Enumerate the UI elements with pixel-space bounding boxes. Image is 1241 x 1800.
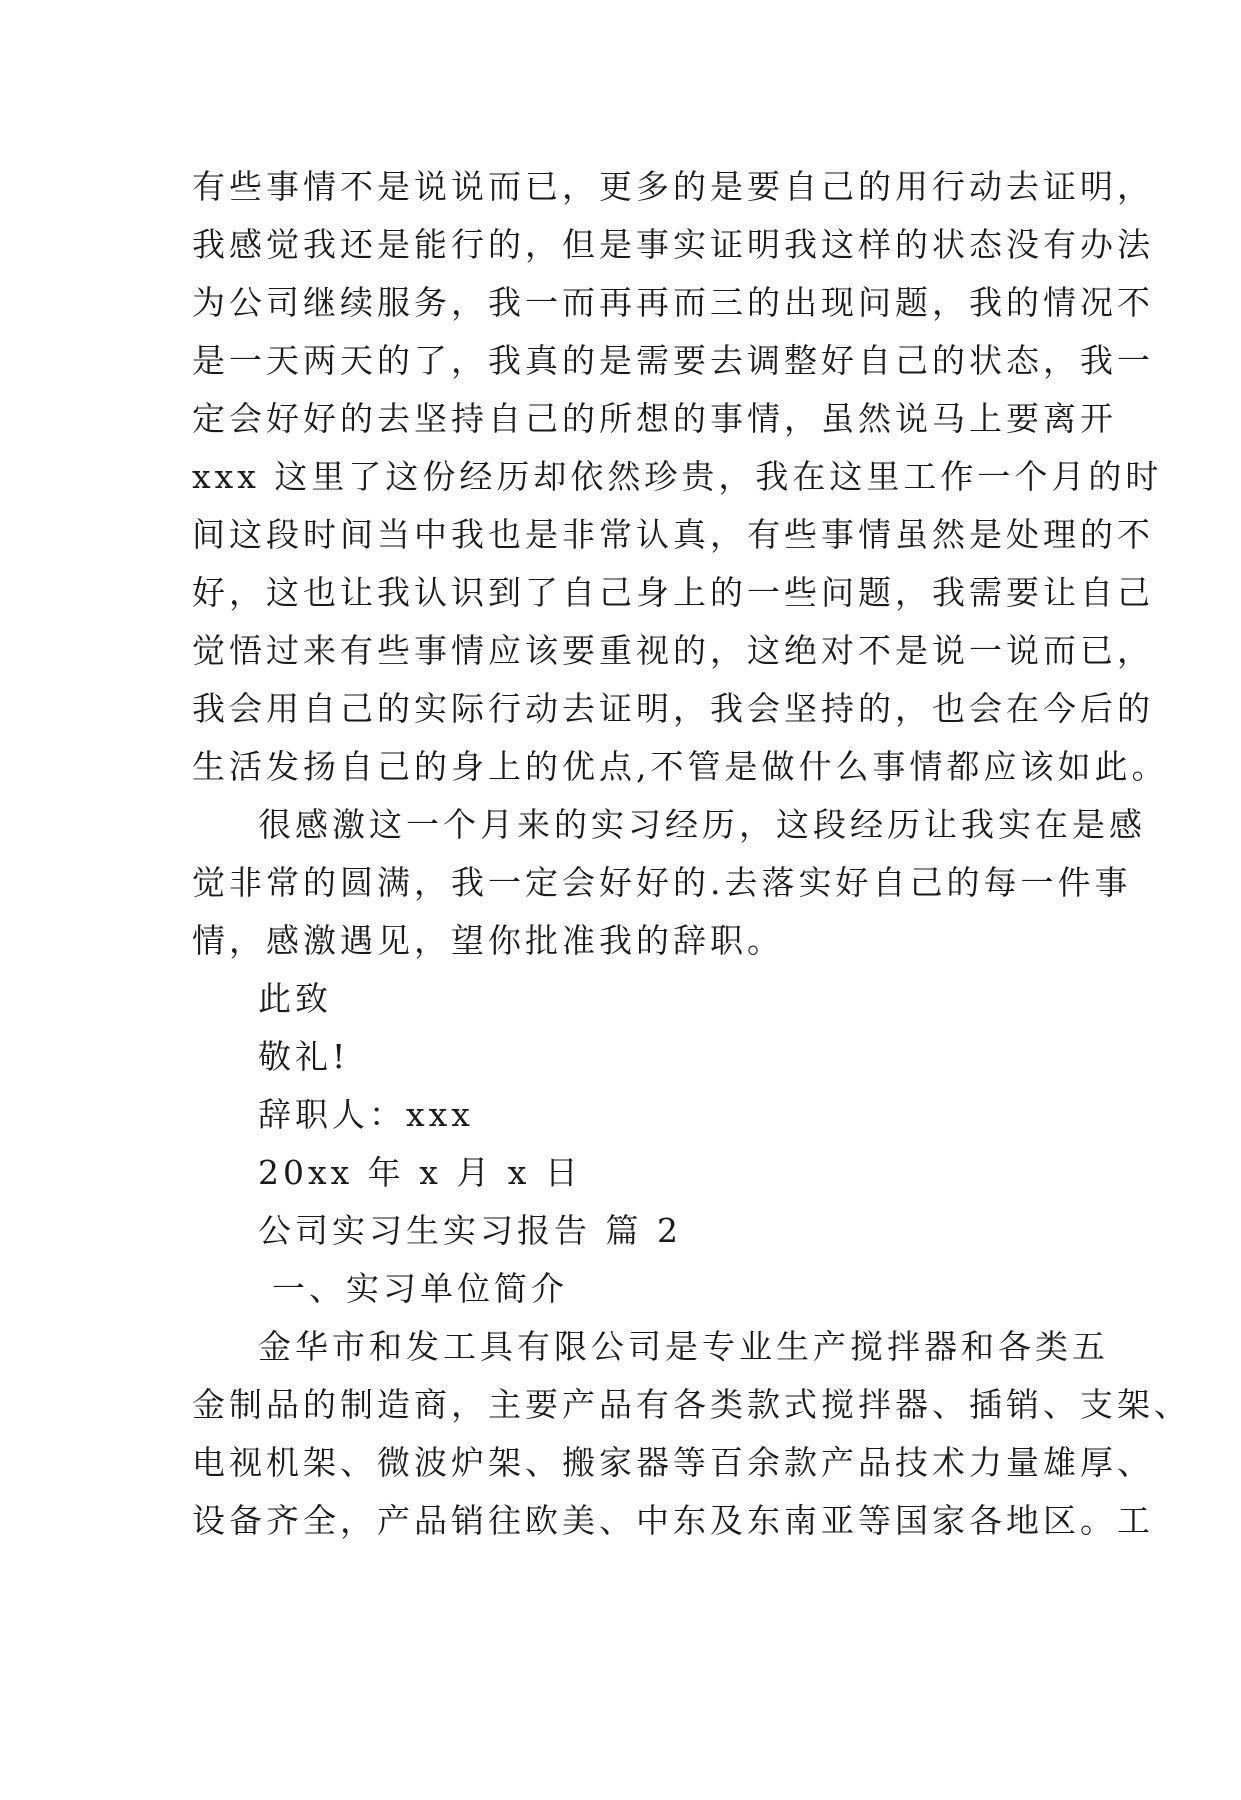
para1-line: 是一天两天的了，我真的是需要去调整好自己的状态，我一 xyxy=(192,341,1154,380)
para1-line: 有些事情不是说说而已，更多的是要自己的用行动去证明， xyxy=(192,167,1154,206)
para1-line: 我感觉我还是能行的，但是事实证明我这样的状态没有办法 xyxy=(192,225,1154,264)
closing-signer: 辞职人：xxx xyxy=(258,1095,474,1134)
para2-line: 情，感激遇见，望你批准我的辞职。 xyxy=(192,921,784,960)
para1-line: 间这段时间当中我也是非常认真，有些事情虽然是处理的不 xyxy=(192,515,1154,554)
para1-line: 生活发扬自己的身上的优点,不管是做什么事情都应该如此。 xyxy=(192,747,1169,786)
para3-line: 电视机架、微波炉架、搬家器等百余款产品技术力量雄厚、 xyxy=(192,1443,1154,1482)
para2-line: 觉非常的圆满，我一定会好好的.去落实好自己的每一件事 xyxy=(192,863,1132,902)
para1-line: xxx 这里了这份经历却依然珍贵，我在这里工作一个月的时 xyxy=(192,457,1163,496)
para1-line: 好，这也让我认识到了自己身上的一些问题，我需要让自己 xyxy=(192,573,1154,612)
section-title: 公司实习生实习报告 篇 2 xyxy=(258,1211,682,1250)
para1-line: 为公司继续服务，我一而再再而三的出现问题，我的情况不 xyxy=(192,283,1154,322)
subsection-title: 一、实习单位简介 xyxy=(272,1269,568,1308)
para3-line: 金制品的制造商，主要产品有各类款式搅拌器、插销、支架、 xyxy=(192,1385,1191,1424)
para1-line: 觉悟过来有些事情应该要重视的，这绝对不是说一说而已， xyxy=(192,631,1154,670)
para3-line: 设备齐全，产品销往欧美、中东及东南亚等国家各地区。工 xyxy=(192,1501,1154,1540)
closing-salutation: 此致 xyxy=(258,979,332,1018)
para1-line: 定会好好的去坚持自己的所想的事情，虽然说马上要离开 xyxy=(192,399,1117,438)
para1-line: 我会用自己的实际行动去证明，我会坚持的，也会在今后的 xyxy=(192,689,1154,728)
closing-regards: 敬礼! xyxy=(258,1037,350,1076)
para3-line: 金华市和发工具有限公司是专业生产搅拌器和各类五 xyxy=(258,1327,1109,1366)
closing-date: 20xx 年 x 月 x 日 xyxy=(258,1153,582,1192)
para2-line: 很感激这一个月来的实习经历，这段经历让我实在是感 xyxy=(258,805,1146,844)
